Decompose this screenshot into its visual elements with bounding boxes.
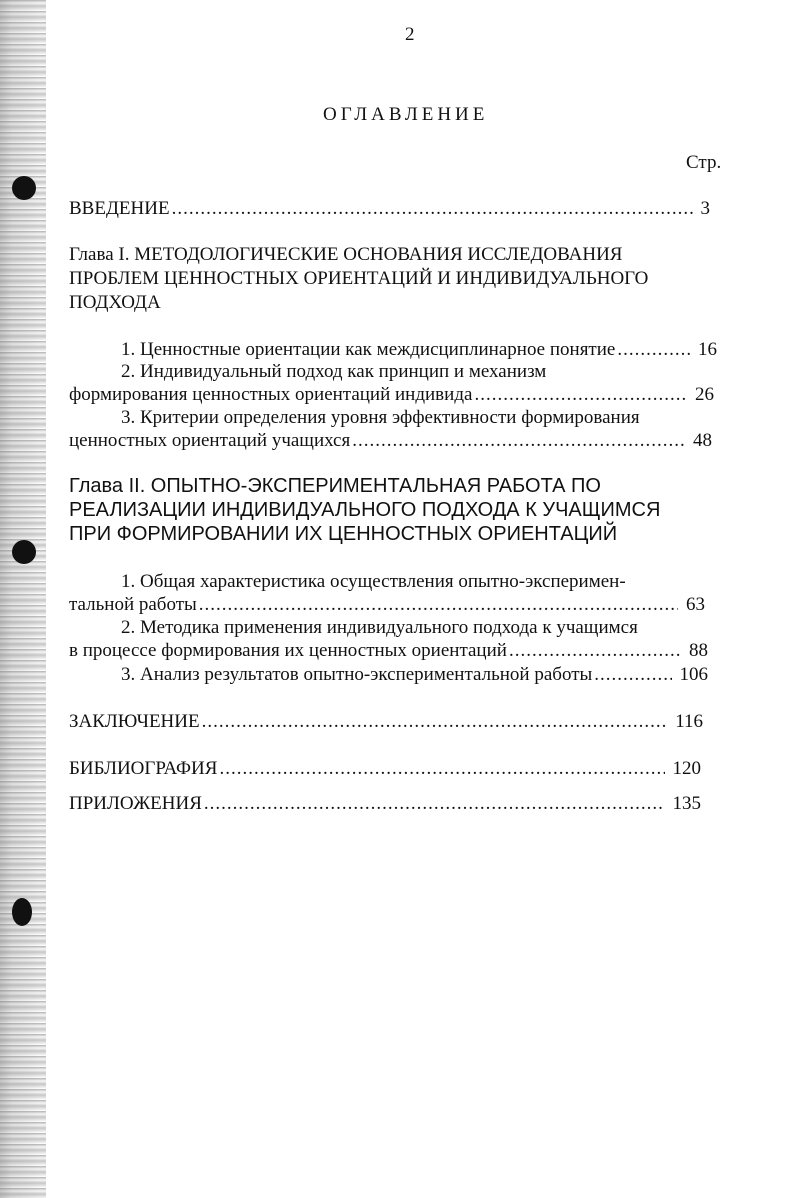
toc-entry-label: в процессе формирования их ценностных ориентаций	[69, 640, 507, 661]
toc-entry-2-1[interactable]: 1. Общая характеристика осуществления опытно-эксперимен-	[121, 571, 626, 592]
dot-leader	[594, 664, 671, 686]
chapter-1-heading-cont: ПОДХОДА	[69, 292, 161, 313]
toc-entry-label: ценностных ориентаций учащихся	[69, 430, 351, 451]
toc-entry-page: 3	[700, 198, 710, 219]
punch-hole-mark	[12, 898, 32, 926]
dot-leader	[474, 384, 687, 406]
dot-leader	[202, 711, 668, 733]
page-title: ОГЛАВЛЕНИЕ	[323, 104, 489, 125]
chapter-2-heading-cont: ПРИ ФОРМИРОВАНИИ ИХ ЦЕННОСТНЫХ ОРИЕНТАЦИЙ	[69, 523, 618, 545]
toc-entry-label: ЗАКЛЮЧЕНИЕ	[69, 711, 200, 732]
toc-entry-page: 106	[679, 664, 708, 685]
toc-entry-page: 135	[672, 793, 701, 814]
toc-entry-conclusion[interactable]	[69, 711, 703, 733]
toc-entry-label: формирования ценностных ориентаций индивида	[69, 384, 473, 405]
toc-entry-label: ПРИЛОЖЕНИЯ	[69, 793, 202, 814]
toc-entry-appendices[interactable]	[69, 793, 701, 815]
dot-leader	[204, 793, 665, 815]
dot-leader	[352, 430, 685, 452]
toc-entry-page: 48	[693, 430, 712, 451]
dot-leader	[509, 640, 681, 662]
chapter-1-heading[interactable]: Глава I. МЕТОДОЛОГИЧЕСКИЕ ОСНОВАНИЯ ИССЛЕДОВАНИЯ	[69, 244, 623, 265]
toc-entry-1-3-cont	[69, 430, 712, 452]
chapter-2-heading[interactable]: Глава II. ОПЫТНО-ЭКСПЕРИМЕНТАЛЬНАЯ РАБОТА ПО	[69, 475, 601, 497]
toc-entry-introduction[interactable]	[69, 198, 710, 220]
dot-leader	[219, 758, 664, 780]
toc-entry-label: ВВЕДЕНИЕ	[69, 198, 170, 219]
toc-entry-page: 26	[695, 384, 714, 405]
toc-entry-label: 1. Ценностные ориентации как междисциплинарное понятие	[121, 339, 616, 360]
toc-entry-2-3[interactable]	[121, 664, 708, 686]
dot-leader	[172, 198, 693, 220]
dot-leader	[199, 594, 678, 616]
toc-entry-label: 3. Анализ результатов опытно-экспериментальной работы	[121, 664, 593, 685]
toc-entry-page: 16	[698, 339, 717, 360]
punch-hole-mark	[12, 540, 36, 564]
chapter-1-heading-cont: ПРОБЛЕМ ЦЕННОСТНЫХ ОРИЕНТАЦИЙ И ИНДИВИДУАЛЬНОГО	[69, 268, 649, 289]
toc-entry-1-1[interactable]	[121, 339, 717, 361]
toc-entry-2-1-cont	[69, 594, 705, 616]
page-column-header: Стр.	[686, 152, 722, 173]
toc-entry-label: тальной работы	[69, 594, 197, 615]
chapter-2-heading-cont: РЕАЛИЗАЦИИ ИНДИВИДУАЛЬНОГО ПОДХОДА К УЧАЩИМСЯ	[69, 499, 661, 521]
toc-entry-page: 63	[686, 594, 705, 615]
toc-entry-1-2[interactable]: 2. Индивидуальный подход как принцип и механизм	[121, 361, 547, 382]
toc-entry-page: 120	[672, 758, 701, 779]
toc-entry-2-2-cont	[69, 640, 708, 662]
toc-entry-page: 88	[689, 640, 708, 661]
toc-entry-1-2-cont	[69, 384, 714, 406]
toc-entry-label: БИБЛИОГРАФИЯ	[69, 758, 218, 779]
toc-entry-page: 116	[675, 711, 703, 732]
toc-entry-bibliography[interactable]	[69, 758, 701, 780]
toc-entry-2-2[interactable]: 2. Методика применения индивидуального подхода к учащимся	[121, 617, 638, 638]
toc-entry-1-3[interactable]: 3. Критерии определения уровня эффективности формирования	[121, 407, 640, 428]
page-number: 2	[405, 24, 415, 45]
dot-leader	[617, 339, 690, 361]
punch-hole-mark	[12, 176, 36, 200]
